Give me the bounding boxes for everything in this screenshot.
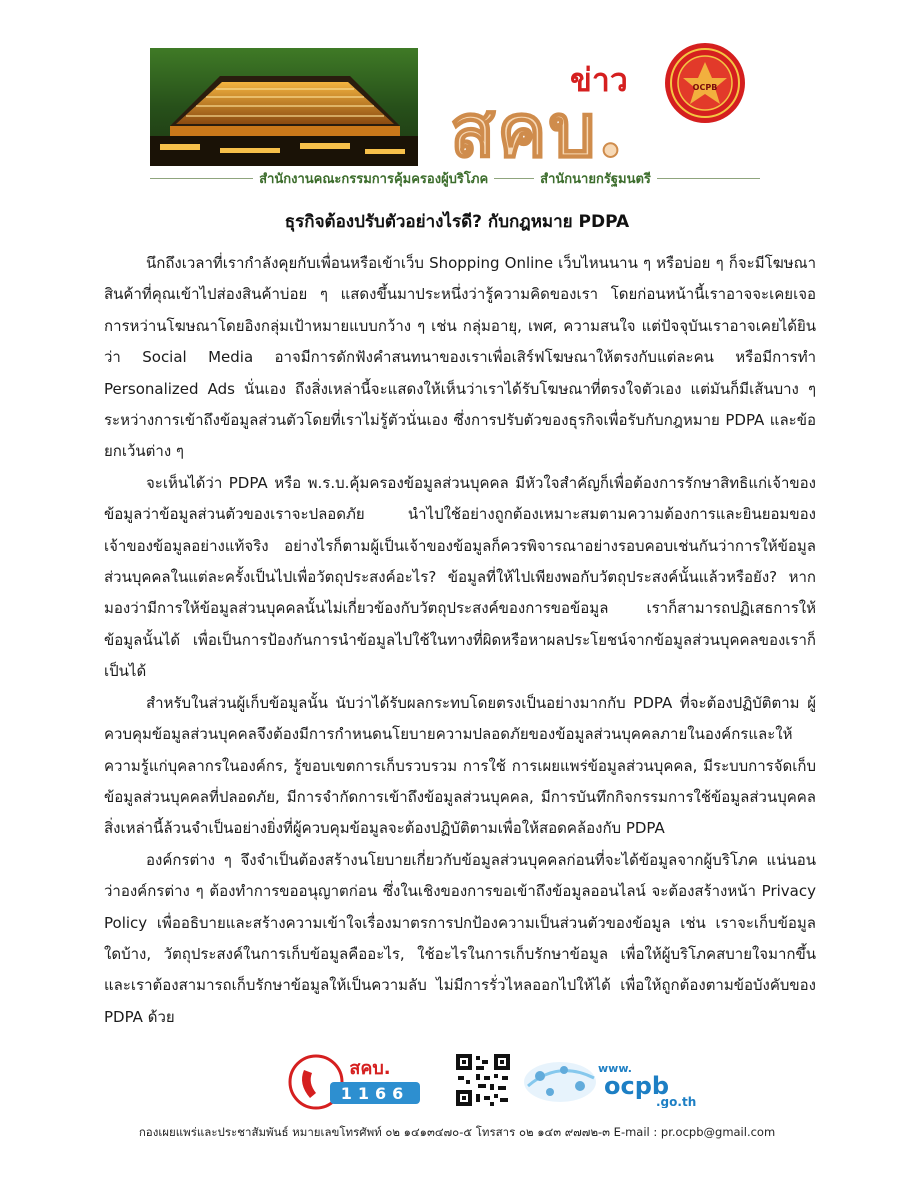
- contact-line: กองเผยแพร่และประชาสัมพันธ์ หมายเลขโทรศัพท์ ๐๒ ๑๔๑๓๔๗๐-๕ โทรสาร ๐๒ ๑๔๓ ๙๗๗๒-๓ E-mail : pr.ocpb@gmail.com: [138, 1125, 776, 1139]
- ocpb-web-logo: [520, 1056, 710, 1108]
- divider: [657, 178, 760, 179]
- hotline-brand: สคบ.: [349, 1058, 391, 1079]
- hotline-logo: [284, 1052, 434, 1112]
- qr-code: [454, 1052, 512, 1108]
- ocpb-emblem: [664, 42, 746, 124]
- masthead: [150, 42, 760, 192]
- paragraph: สำหรับในส่วนผู้เก็บข้อมูลนั้น นับว่าได้รับผลกระทบโดยตรงเป็นอย่างมากกับ PDPA ที่จะต้องปฏิบัติตาม ผู้ควบคุมข้อมูลส่วนบุคคลจึงต้องมีการกำหนดนโยบายความปลอดภัยของข้อมูลส่วนบุคคลภายในองค์กรและให้ความรู้แก่บุคลากรในองค์กร, รู้ขอบเขตการเก็บรวบรวม การใช้ การเผยแพร่ข้อมูลส่วนบุคคล, มีระบบการจัดเก็บข้อมูลส่วนบุคคลที่ปลอดภัย, มีการจำกัดการเข้าถึงข้อมูลส่วนบุคคล, มีการบันทึกกิจกรรมการใช้ข้อมูลส่วนบุคคล สิ่งเหล่านี้ล้วนจำเป็นอย่างยิ่งที่ผู้ควบคุมข้อมูลจะต้องปฏิบัติตามเพื่อให้สอดคล้องกับ PDPA: [104, 693, 816, 838]
- article-title: ธุรกิจต้องปรับตัวอย่างไรดี? กับกฎหมาย PDPA: [284, 212, 630, 232]
- hotline-number: 1166: [340, 1084, 410, 1103]
- emblem-text: OCPB: [692, 83, 718, 92]
- agency-name: สำนักงานคณะกรรมการคุ้มครองผู้บริโภค: [259, 171, 489, 187]
- paragraph: จะเห็นได้ว่า PDPA หรือ พ.ร.บ.คุ้มครองข้อมูลส่วนบุคคล มีหัวใจสำคัญก็เพื่อต้องการรักษาสิทธิแก่เจ้าของข้อมูลว่าข้อมูลส่วนตัวของเราจะปลอดภัย นำไปใช้อย่างถูกต้องเหมาะสมตามความต้องการและยินยอมของเจ้าของข้อมูลอย่างแท้จริง อย่างไรก็ตามผู้เป็นเจ้าของข้อมูลก็ควรพิจารณาอย่างรอบคอบเช่นกันว่าการให้ข้อมูลส่วนบุคคลในแต่ละครั้งเป็นไปเพื่อวัตถุประสงค์อะไร? ข้อมูลที่ให้ไปเพียงพอกับวัตถุประสงค์นั้นแล้วหรือยัง? หากมองว่ามีการให้ข้อมูลส่วนบุคคลนั้นไม่เกี่ยวข้องกับวัตถุประสงค์ของการขอข้อมูล เราก็สามารถปฏิเสธการให้ข้อมูลนั้นได้ เพื่อเป็นการป้องกันการนำข้อมูลไปใช้ในทางที่ผิดหรือหาผลประโยชน์จากข้อมูลส่วนบุคคลของเราก็เป็นได้: [104, 473, 816, 681]
- brand-logo-text: สคบ.: [450, 88, 626, 174]
- web-prefix: www.: [598, 1062, 632, 1075]
- brand-news-word: ข่าว: [570, 61, 628, 99]
- article-body: [104, 248, 816, 1033]
- ministry-name: สำนักนายกรัฐมนตรี: [540, 171, 651, 187]
- divider: [494, 178, 534, 179]
- web-domain: ocpb: [604, 1072, 670, 1100]
- paragraph: นึกถึงเวลาที่เรากำลังคุยกับเพื่อนหรือเข้าเว็บ Shopping Online เว็บไหนนาน ๆ หรือบ่อย ๆ ก็จะมีโฆษณาสินค้าที่คุณเข้าไปส่องสินค้าบ่อย ๆ แสดงขึ้นมาประหนึ่งว่ารู้ความคิดของเรา โดยก่อนหน้านี้เราอาจจะเคยเจอการหว่านโฆษณาโดยอิงกลุ่มเป้าหมายแบบกว้าง ๆ เช่น กลุ่มอายุ, เพศ, ความสนใจ แต่ปัจจุบันเราอาจเคยได้ยินว่า Social Media อาจมีการดักฟังคำสนทนาของเราเพื่อเสิร์ฟโฆษณาให้ตรงกับแต่ละคน หรือมีการทำ Personalized Ads นั่นเอง ถึงสิ่งเหล่านี้จะแสดงให้เห็นว่าเราได้รับโฆษณาที่ตรงใจตัวเอง แต่มันก็มีเส้นบาง ๆ ระหว่างการเข้าถึงข้อมูลส่วนตัวโดยที่เราไม่รู้ตัวนั่นเอง ซึ่งการปรับตัวของธุรกิจเพื่อรับกับกฎหมาย PDPA และข้อยกเว้นต่าง ๆ: [104, 254, 816, 461]
- web-tld: .go.th: [656, 1095, 697, 1108]
- paragraph: องค์กรต่าง ๆ จึงจำเป็นต้องสร้างนโยบายเกี่ยวกับข้อมูลส่วนบุคคลก่อนที่จะได้ข้อมูลจากผู้บริโภค แน่นอนว่าองค์กรต่าง ๆ ต้องทำการขออนุญาตก่อน ซึ่งในเชิงของการขอเข้าถึงข้อมูลออนไลน์ จะต้องสร้างหน้า Privacy Policy เพื่ออธิบายและสร้างความเข้าใจเรื่องมาตรการปกป้องความเป็นส่วนตัวของข้อมูล เช่น เราจะเก็บข้อมูลใดบ้าง, วัตถุประสงค์ในการเก็บข้อมูลคืออะไร, ใช้อะไรในการเก็บรักษาข้อมูล เพื่อให้ผู้บริโภคสบายใจมากขึ้น และเราต้องสามารถเก็บรักษาข้อมูลให้เป็นความลับ ไม่มีการรั่วไหลออกไปให้ได้ เพื่อให้ถูกต้องตามข้อบังคับของ PDPA ด้วย: [104, 850, 816, 1026]
- divider: [150, 178, 253, 179]
- network-graphic: [524, 1062, 596, 1102]
- phone-icon: [302, 1070, 316, 1098]
- footer-logos: [284, 1052, 704, 1112]
- building-photo: [150, 48, 418, 166]
- agency-line: [150, 168, 760, 188]
